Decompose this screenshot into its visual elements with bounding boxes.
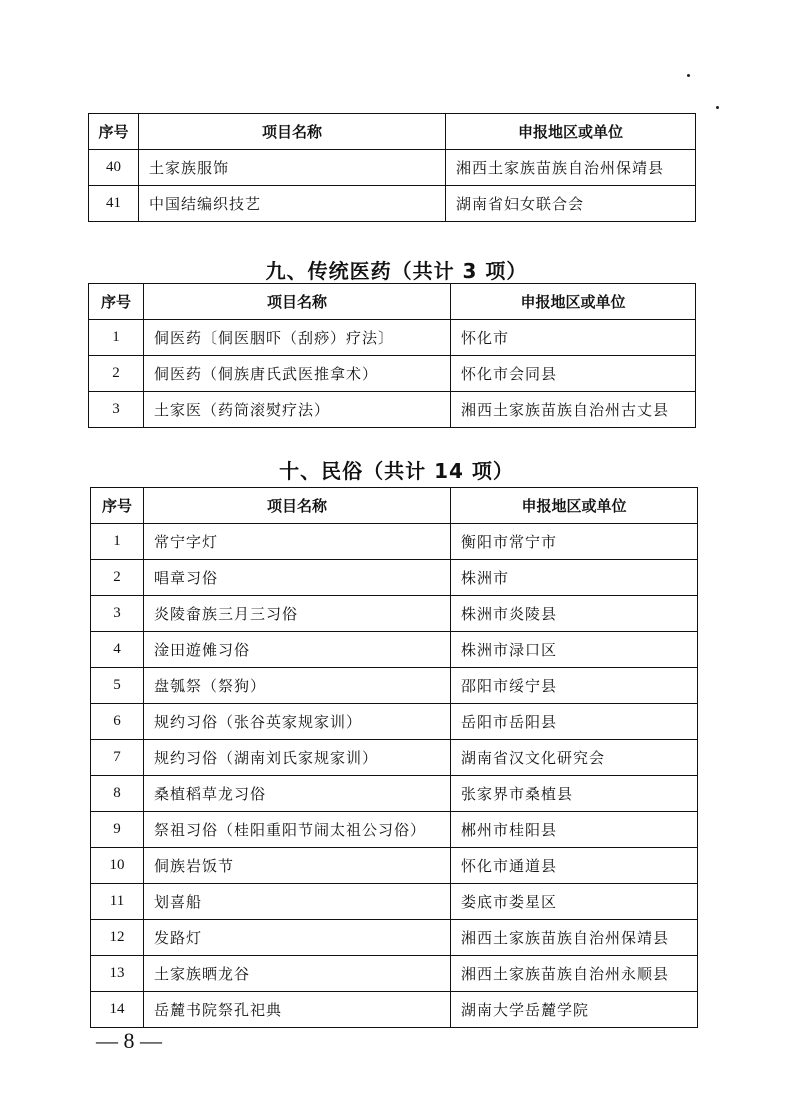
region-unit: 张家界市桑植县 — [451, 776, 698, 812]
region-unit: 株洲市渌口区 — [451, 632, 698, 668]
region-unit: 株洲市炎陵县 — [451, 596, 698, 632]
region-unit: 衡阳市常宁市 — [451, 524, 698, 560]
header-seq: 序号 — [91, 488, 144, 524]
project-name: 桑植稻草龙习俗 — [144, 776, 451, 812]
table-row — [91, 920, 698, 956]
table-row — [91, 560, 698, 596]
header-name: 项目名称 — [144, 488, 451, 524]
header-name: 项目名称 — [139, 114, 446, 150]
project-name: 盘瓠祭（祭狗） — [144, 668, 451, 704]
table-row — [91, 848, 698, 884]
header-seq: 序号 — [89, 284, 144, 320]
project-name: 祭祖习俗（桂阳重阳节闹太祖公习俗） — [144, 812, 451, 848]
section-title-traditional-medicine: 九、传统医药（共计 3 项） — [265, 259, 528, 283]
table-row — [91, 884, 698, 920]
project-name: 唱章习俗 — [144, 560, 451, 596]
row-number: 14 — [91, 992, 144, 1028]
table-row — [91, 524, 698, 560]
page-number: — 8 — — [96, 1028, 162, 1053]
project-name: 侗医药〔侗医胭吓（刮痧）疗法〕 — [144, 320, 451, 356]
project-name: 发路灯 — [144, 920, 451, 956]
project-name: 土家医（药筒滚熨疗法） — [144, 392, 451, 428]
region-unit: 邵阳市绥宁县 — [451, 668, 698, 704]
header-region: 申报地区或单位 — [446, 114, 696, 150]
row-number: 8 — [91, 776, 144, 812]
table-header-row — [91, 488, 698, 524]
table-row — [91, 704, 698, 740]
row-number: 9 — [91, 812, 144, 848]
table-header-row — [89, 284, 696, 320]
project-name: 炎陵畲族三月三习俗 — [144, 596, 451, 632]
project-name: 淦田遊傩习俗 — [144, 632, 451, 668]
table-row — [89, 320, 696, 356]
row-number: 7 — [91, 740, 144, 776]
row-number: 40 — [89, 150, 139, 186]
project-name: 侗医药（侗族唐氏武医推拿术） — [144, 356, 451, 392]
table-folk-customs — [90, 487, 698, 1028]
region-unit: 湖南省妇女联合会 — [446, 186, 696, 222]
region-unit: 岳阳市岳阳县 — [451, 704, 698, 740]
region-unit: 湘西土家族苗族自治州古丈县 — [451, 392, 696, 428]
project-name: 土家族晒龙谷 — [144, 956, 451, 992]
row-number: 10 — [91, 848, 144, 884]
row-number: 13 — [91, 956, 144, 992]
table-row — [89, 150, 696, 186]
region-unit: 怀化市 — [451, 320, 696, 356]
region-unit: 株洲市 — [451, 560, 698, 596]
table-row — [91, 632, 698, 668]
table-row — [89, 186, 696, 222]
row-number: 11 — [91, 884, 144, 920]
table-row — [91, 740, 698, 776]
table-row — [89, 356, 696, 392]
table-header-row — [89, 114, 696, 150]
header-region: 申报地区或单位 — [451, 488, 698, 524]
project-name: 岳麓书院祭孔祀典 — [144, 992, 451, 1028]
region-unit: 湖南大学岳麓学院 — [451, 992, 698, 1028]
table-row — [91, 956, 698, 992]
table-row — [91, 596, 698, 632]
table-row — [91, 992, 698, 1028]
region-unit: 郴州市桂阳县 — [451, 812, 698, 848]
region-unit: 湘西土家族苗族自治州保靖县 — [451, 920, 698, 956]
table-row — [89, 392, 696, 428]
section-title-folk-customs: 十、民俗（共计 14 项） — [279, 459, 514, 483]
row-number: 3 — [91, 596, 144, 632]
project-name: 中国结编织技艺 — [139, 186, 446, 222]
region-unit: 娄底市娄星区 — [451, 884, 698, 920]
project-name: 常宁字灯 — [144, 524, 451, 560]
row-number: 6 — [91, 704, 144, 740]
region-unit: 怀化市会同县 — [451, 356, 696, 392]
row-number: 2 — [91, 560, 144, 596]
header-name: 项目名称 — [144, 284, 451, 320]
region-unit: 湖南省汉文化研究会 — [451, 740, 698, 776]
table-row — [91, 776, 698, 812]
row-number: 3 — [89, 392, 144, 428]
row-number: 5 — [91, 668, 144, 704]
table-row — [91, 812, 698, 848]
region-unit: 湘西土家族苗族自治州保靖县 — [446, 150, 696, 186]
scan-mark — [716, 106, 719, 109]
project-name: 划喜船 — [144, 884, 451, 920]
row-number: 41 — [89, 186, 139, 222]
table-traditional-medicine — [88, 283, 696, 428]
row-number: 2 — [89, 356, 144, 392]
project-name: 规约习俗（张谷英家规家训） — [144, 704, 451, 740]
header-seq: 序号 — [89, 114, 139, 150]
region-unit: 怀化市通道县 — [451, 848, 698, 884]
scan-mark — [687, 74, 690, 77]
header-region: 申报地区或单位 — [451, 284, 696, 320]
region-unit: 湘西土家族苗族自治州永顺县 — [451, 956, 698, 992]
project-name: 规约习俗（湖南刘氏家规家训） — [144, 740, 451, 776]
row-number: 1 — [89, 320, 144, 356]
project-name: 侗族岩饭节 — [144, 848, 451, 884]
row-number: 4 — [91, 632, 144, 668]
table-row — [91, 668, 698, 704]
project-name: 土家族服饰 — [139, 150, 446, 186]
row-number: 12 — [91, 920, 144, 956]
table-continued — [88, 113, 696, 222]
row-number: 1 — [91, 524, 144, 560]
